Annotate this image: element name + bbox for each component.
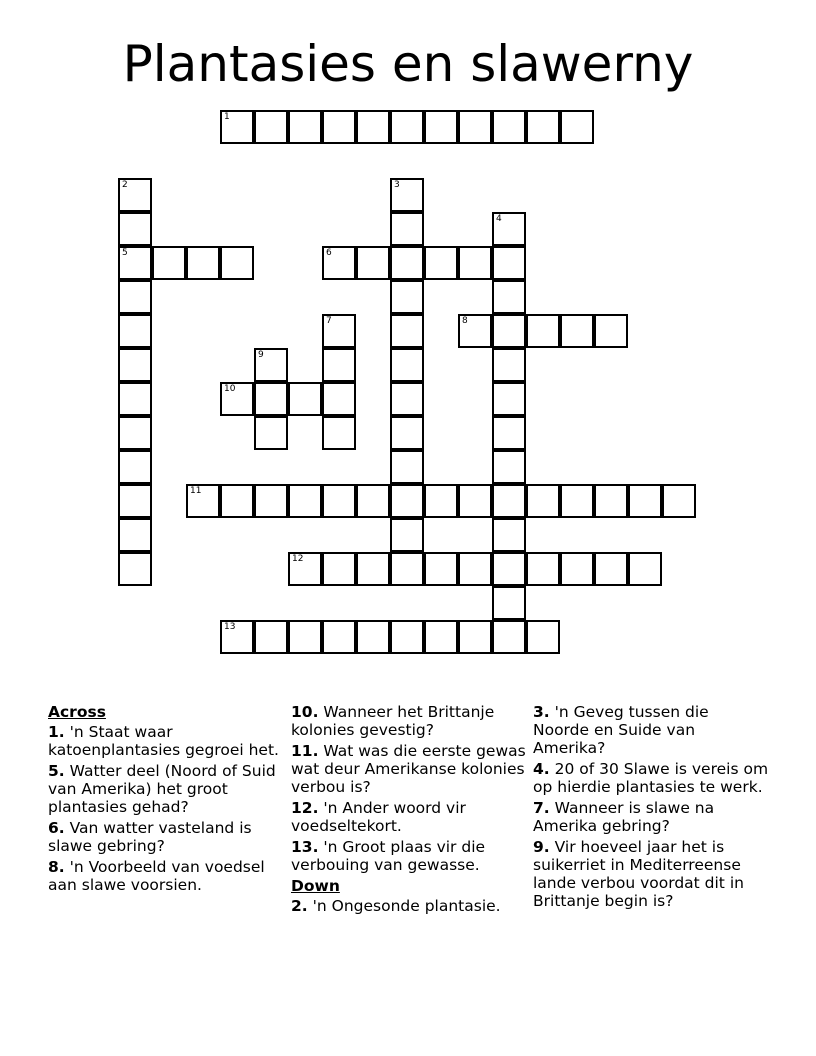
grid-cell[interactable] (390, 450, 424, 484)
grid-cell[interactable] (118, 212, 152, 246)
grid-cell[interactable] (390, 178, 424, 212)
grid-cell[interactable] (254, 348, 288, 382)
grid-cell[interactable] (390, 280, 424, 314)
cell-number: 4 (496, 214, 502, 224)
grid-cell[interactable] (186, 246, 220, 280)
grid-cell[interactable] (118, 280, 152, 314)
grid-cell[interactable] (424, 484, 458, 518)
clue-down-7: 7. Wanneer is slawe na Amerika gebring? (533, 799, 715, 835)
grid-cell[interactable] (118, 450, 152, 484)
grid-cell[interactable] (492, 110, 526, 144)
cell-number: 5 (122, 248, 128, 258)
grid-cell[interactable] (424, 620, 458, 654)
grid-cell[interactable] (118, 348, 152, 382)
grid-cell[interactable] (492, 450, 526, 484)
cell-number: 9 (258, 350, 264, 360)
grid-cell[interactable] (390, 246, 424, 280)
cell-number: 3 (394, 180, 400, 190)
clue-across-8: 8. 'n Voorbeeld van voedsel aan slawe voorsien. (48, 858, 265, 894)
grid-cell[interactable] (390, 484, 424, 518)
grid-cell[interactable] (594, 552, 628, 586)
grid-cell[interactable] (118, 484, 152, 518)
clue-down-4: 4. 20 of 30 Slawe is vereis om op hierdie plantasies te werk. (533, 760, 769, 796)
clue-column-1 (48, 703, 284, 897)
cell-number: 7 (326, 316, 332, 326)
grid-cell[interactable] (356, 552, 390, 586)
grid-cell[interactable] (390, 416, 424, 450)
grid-cell[interactable] (220, 110, 254, 144)
grid-cell[interactable] (288, 484, 322, 518)
grid-cell[interactable] (356, 246, 390, 280)
grid-cell[interactable] (322, 484, 356, 518)
grid-cell[interactable] (458, 314, 492, 348)
cell-number: 2 (122, 180, 128, 190)
grid-cell[interactable] (458, 110, 492, 144)
grid-cell[interactable] (492, 348, 526, 382)
grid-cell[interactable] (492, 518, 526, 552)
clue-column-3 (533, 703, 769, 913)
grid-cell[interactable] (322, 348, 356, 382)
grid-cell[interactable] (254, 110, 288, 144)
grid-cell[interactable] (118, 246, 152, 280)
grid-cell[interactable] (356, 620, 390, 654)
grid-cell[interactable] (322, 314, 356, 348)
puzzle-title: Plantasies en slawerny (122, 35, 694, 93)
clue-across-6: 6. Van watter vasteland is slawe gebring? (48, 819, 252, 855)
grid-cell[interactable] (628, 484, 662, 518)
cell-number: 11 (190, 486, 202, 496)
grid-cell[interactable] (322, 416, 356, 450)
grid-cell[interactable] (220, 620, 254, 654)
grid-cell[interactable] (458, 484, 492, 518)
grid-cell[interactable] (492, 552, 526, 586)
cell-number: 1 (224, 112, 230, 122)
clue-down-9: 9. Vir hoeveel jaar het is suikerriet in Mediterreense lande verbou voordat dit in Brittanje begin is? (533, 838, 744, 910)
grid-cell[interactable] (526, 484, 560, 518)
clue-down-3: 3. 'n Geveg tussen die Noorde en Suide van Amerika? (533, 703, 709, 757)
grid-cell[interactable] (492, 586, 526, 620)
cell-number: 10 (224, 384, 236, 394)
clue-across-1: 1. 'n Staat waar katoenplantasies gegroei het. (48, 723, 279, 759)
grid-cell[interactable] (560, 110, 594, 144)
grid-cell[interactable] (152, 246, 186, 280)
clue-across-13: 13. 'n Groot plaas vir die verbouing van gewasse. (291, 838, 486, 874)
grid-cell[interactable] (322, 110, 356, 144)
grid-cell[interactable] (220, 382, 254, 416)
grid-cell[interactable] (526, 110, 560, 144)
grid-cell[interactable] (390, 314, 424, 348)
grid-cell[interactable] (390, 110, 424, 144)
grid-cell[interactable] (492, 416, 526, 450)
grid-cell[interactable] (356, 484, 390, 518)
grid-cell[interactable] (118, 178, 152, 212)
grid-cell[interactable] (492, 382, 526, 416)
grid-cell[interactable] (594, 314, 628, 348)
grid-cell[interactable] (288, 552, 322, 586)
down-header: Down (291, 877, 340, 895)
cell-number: 6 (326, 248, 332, 258)
grid-cell[interactable] (322, 246, 356, 280)
grid-cell[interactable] (254, 416, 288, 450)
across-header: Across (48, 703, 106, 721)
grid-cell[interactable] (186, 484, 220, 518)
grid-cell[interactable] (492, 620, 526, 654)
grid-cell[interactable] (492, 212, 526, 246)
grid-cell[interactable] (220, 484, 254, 518)
cell-number: 8 (462, 316, 468, 326)
grid-cell[interactable] (424, 246, 458, 280)
grid-cell[interactable] (220, 246, 254, 280)
grid-cell[interactable] (288, 620, 322, 654)
grid-cell[interactable] (322, 382, 356, 416)
grid-cell[interactable] (322, 552, 356, 586)
cell-number: 12 (292, 554, 304, 564)
grid-cell[interactable] (526, 314, 560, 348)
grid-cell[interactable] (560, 484, 594, 518)
grid-cell[interactable] (560, 314, 594, 348)
grid-cell[interactable] (356, 110, 390, 144)
grid-cell[interactable] (390, 348, 424, 382)
clue-across-10: 10. Wanneer het Brittanje kolonies gevestig? (291, 703, 495, 739)
grid-cell[interactable] (424, 110, 458, 144)
grid-cell[interactable] (118, 314, 152, 348)
clue-column-2 (291, 703, 527, 918)
grid-cell[interactable] (662, 484, 696, 518)
grid-cell[interactable] (424, 552, 458, 586)
cell-number: 13 (224, 622, 236, 632)
clue-across-11: 11. Wat was die eerste gewas wat deur Amerikanse kolonies verbou is? (291, 742, 526, 796)
grid-cell[interactable] (458, 620, 492, 654)
grid-cell[interactable] (526, 620, 560, 654)
grid-cell[interactable] (118, 552, 152, 586)
grid-cell[interactable] (458, 552, 492, 586)
grid-cell[interactable] (390, 382, 424, 416)
grid-cell[interactable] (254, 382, 288, 416)
grid-cell[interactable] (594, 484, 628, 518)
grid-cell[interactable] (526, 552, 560, 586)
grid-cell[interactable] (492, 484, 526, 518)
grid-cell[interactable] (458, 246, 492, 280)
grid-cell[interactable] (288, 110, 322, 144)
grid-cell[interactable] (118, 416, 152, 450)
grid-cell[interactable] (560, 552, 594, 586)
grid-cell[interactable] (390, 552, 424, 586)
grid-cell[interactable] (118, 518, 152, 552)
grid-cell[interactable] (492, 246, 526, 280)
grid-cell[interactable] (390, 518, 424, 552)
clue-down-2: 2. 'n Ongesonde plantasie. (291, 897, 501, 915)
grid-cell[interactable] (254, 620, 288, 654)
clue-across-5: 5. Watter deel (Noord of Suid van Amerika) het groot plantasies gehad? (48, 762, 276, 816)
grid-cell[interactable] (390, 212, 424, 246)
grid-cell[interactable] (628, 552, 662, 586)
grid-cell[interactable] (254, 484, 288, 518)
clue-across-12: 12. 'n Ander woord vir voedseltekort. (291, 799, 466, 835)
grid-cell[interactable] (322, 620, 356, 654)
grid-cell[interactable] (492, 280, 526, 314)
grid-cell[interactable] (288, 382, 322, 416)
grid-cell[interactable] (492, 314, 526, 348)
grid-cell[interactable] (390, 620, 424, 654)
grid-cell[interactable] (118, 382, 152, 416)
